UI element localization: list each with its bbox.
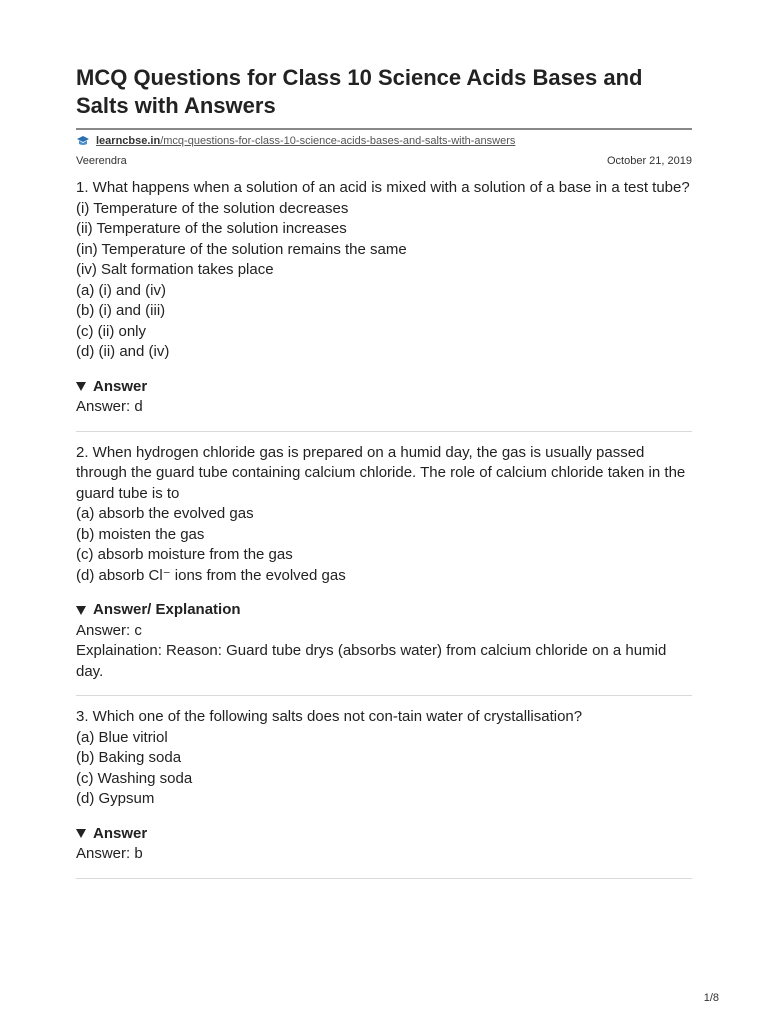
answer-heading: Answer/ Explanation [93, 601, 241, 618]
question-option: (ii) Temperature of the solution increases [76, 220, 347, 237]
site-favicon-icon [76, 135, 90, 147]
question-text: 2. When hydrogen chloride gas is prepared on a humid day, the gas is usually passed through the guard tube containing calcium chloride. The role of calcium chloride taken in the guard tube is to [76, 443, 686, 502]
triangle-down-icon [76, 382, 86, 391]
answer-heading: Answer [93, 824, 148, 842]
triangle-down-icon [76, 829, 86, 838]
question-option: (in) Temperature of the solution remains the same [76, 240, 407, 258]
source-url-link[interactable] [96, 134, 515, 148]
answer-heading: Answer [93, 377, 148, 395]
question-option: (c) Washing soda [76, 769, 193, 787]
page-title: MCQ Questions for Class 10 Science Acids Bases and Salts with Answers [76, 65, 643, 118]
answer-text: Answer: b [76, 845, 143, 862]
question-option: (b) (i) and (iii) [76, 302, 166, 319]
question-option: (d) Gypsum [76, 790, 155, 807]
question-option: (iv) Salt formation takes place [76, 261, 274, 278]
author-name: Veerendra [76, 155, 127, 167]
source-link-row [76, 134, 692, 148]
title-divider [76, 128, 692, 130]
question-block-2 [76, 443, 692, 697]
meta-row [76, 154, 692, 168]
question-option: (b) moisten the gas [76, 525, 205, 543]
question-option: (d) absorb Cl⁻ ions from the evolved gas [76, 566, 346, 584]
answer-text: Answer: c [76, 621, 142, 639]
triangle-down-icon [76, 606, 86, 615]
answer-toggle[interactable] [76, 600, 692, 621]
question-option: (c) (ii) only [76, 322, 146, 340]
question-option: (a) absorb the evolved gas [76, 505, 254, 522]
explanation-text: Explaination: Reason: Guard tube drys (absorbs water) from calcium chloride on a humid day. [76, 642, 667, 680]
answer-toggle[interactable] [76, 377, 692, 398]
question-text: 3. Which one of the following salts does not con-tain water of crystallisation? [76, 708, 583, 725]
question-option: (c) absorb moisture from the gas [76, 546, 293, 563]
question-list [76, 178, 692, 879]
question-option: (a) (i) and (iv) [76, 281, 167, 299]
question-text: 1. What happens when a solution of an acid is mixed with a solution of a base in a test tube? [76, 179, 690, 196]
question-option: (i) Temperature of the solution decreases [76, 199, 349, 217]
question-option: (a) Blue vitriol [76, 728, 168, 746]
question-block-1 [76, 178, 692, 432]
question-option: (b) Baking soda [76, 749, 182, 766]
source-domain: learncbse.in [96, 135, 161, 147]
publish-date: October 21, 2019 [606, 155, 692, 167]
document-page [76, 64, 692, 890]
source-path: /mcq-questions-for-class-10-science-acids-bases-and-salts-with-answers [160, 135, 516, 147]
answer-toggle[interactable] [76, 824, 692, 845]
question-block-3 [76, 707, 692, 879]
answer-text: Answer: d [76, 398, 143, 415]
question-option: (d) (ii) and (iv) [76, 343, 170, 360]
page-number: 1/8 [703, 992, 719, 1004]
